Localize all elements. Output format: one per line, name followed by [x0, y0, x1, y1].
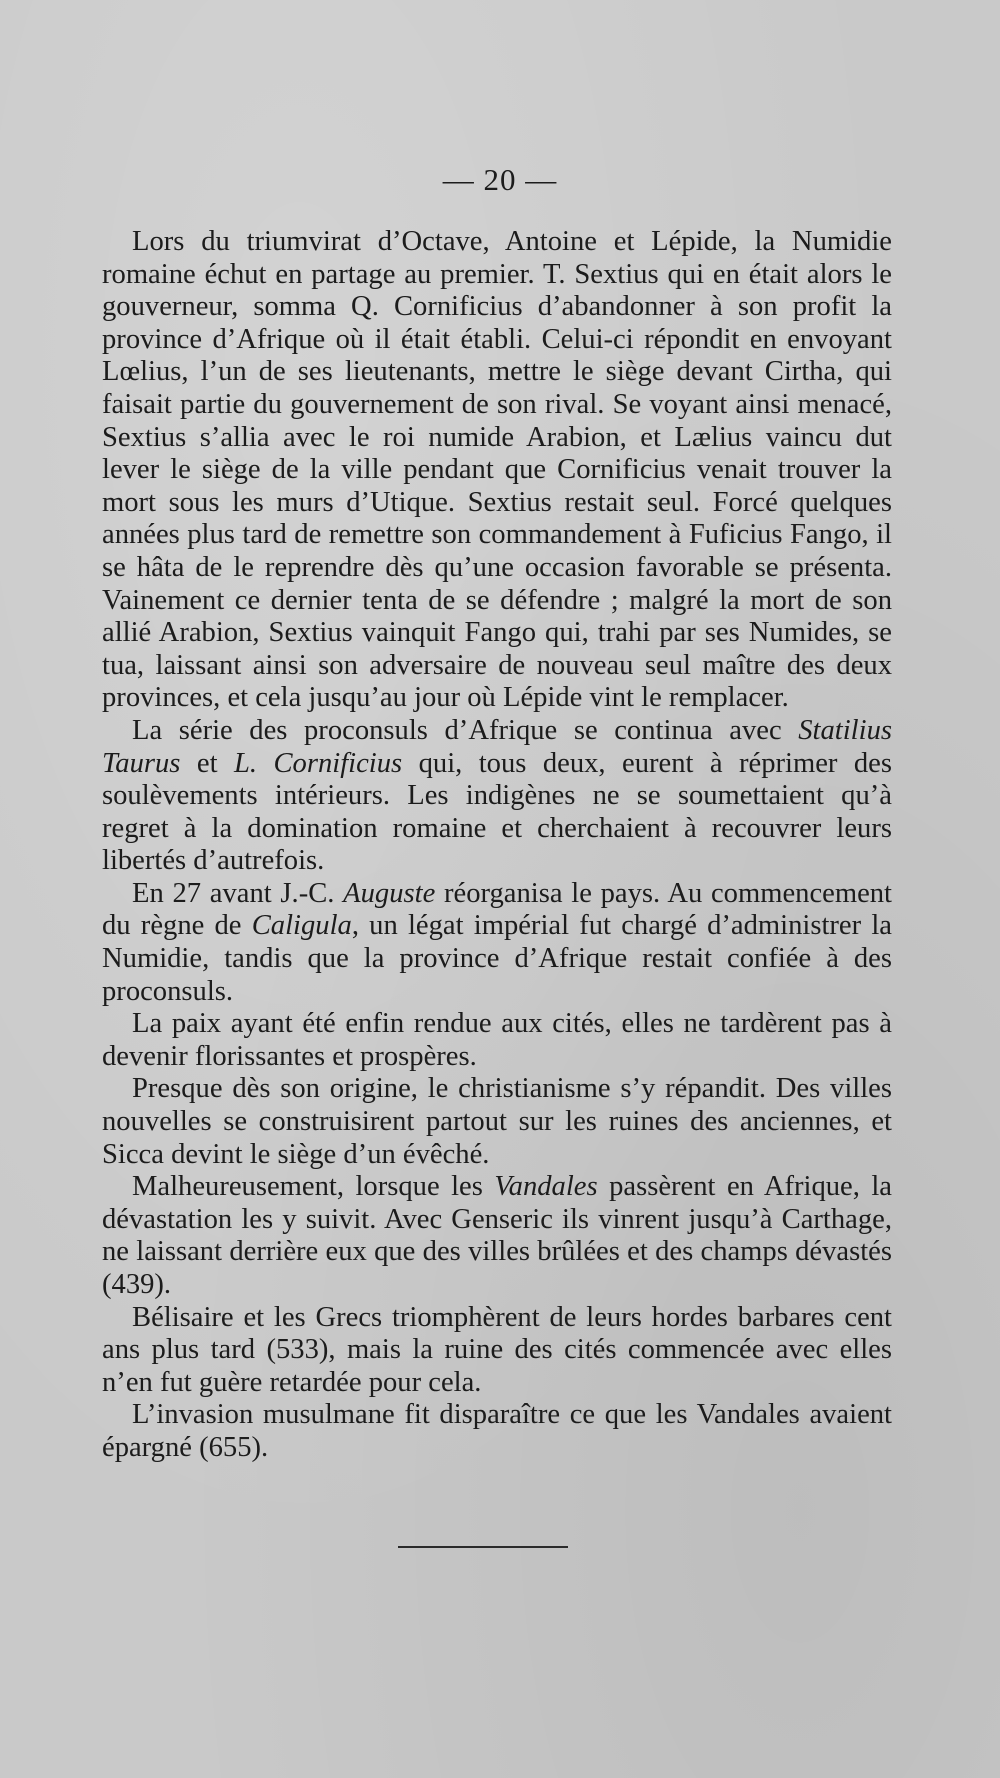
paragraph	[102, 226, 892, 715]
text-run: La série des proconsuls d’Afrique se continua avec	[132, 714, 799, 746]
paragraph	[102, 1302, 892, 1400]
text-run: En 27 avant J.-C.	[132, 877, 344, 909]
text-run: réorganisa le pays. Au commencement du règne de	[102, 877, 892, 942]
page-number: — 20 —	[442, 162, 558, 197]
text-run: Presque dès son origine, le christianisme s’y répandit. Des villes nouvelles se construisirent partout sur les ruines des anciennes, et Sicca devint le siège d’un évêché.	[102, 1073, 892, 1170]
paragraph	[102, 715, 892, 878]
text-run: L’invasion musulmane fit disparaître ce que les Vandales avaient épargné (655).	[102, 1399, 892, 1463]
body-text	[102, 226, 892, 1465]
text-run: Lors du triumvirat d’Octave, Antoine et Lépide, la Numidie romaine échut en partage au premier. T. Sextius qui en était alors le gouverneur, somma Q. Cornificius d’abandonner à son profit la province d’Afrique où il était établi. Celui-ci répondit en envoyant Lœlius, l’un de ses lieutenants, mettre le siège devant Cirtha, qui faisait partie du gouvernement de son rival. Se voyant ainsi menacé, Sextius s’allia avec le roi numide Arabion, et Lælius vaincu dut lever le siège de la ville pendant que Cornificius venait trouver la mort sous les murs d’Utique. Sextius restait seul. Forcé quelques années plus tard de remettre son commandement à Fuficius Fango, il se hâta de le reprendre dès qu’une occasion favorable se présenta. Vainement ce dernier tenta de se défendre ; malgré la mort de son allié Arabion, Sextius vainquit Fango qui, trahi par ses Numides, se tua, laissant ainsi son adversaire de nouveau seul maître des deux provinces, et cela jusqu’au jour où Lépide vint le remplacer.	[102, 226, 892, 714]
text-run: La paix ayant été enfin rendue aux cités, elles ne tardèrent pas à devenir florissantes et prospères.	[102, 1008, 892, 1072]
text-run: , un légat impérial fut chargé d’administrer la Numidie, tandis que la province d’Afrique restait confiée à des proconsuls.	[102, 910, 892, 1007]
paragraph	[102, 1399, 892, 1464]
paragraph	[102, 1073, 892, 1171]
italic-name: Statilius Taurus	[102, 714, 892, 779]
italic-name: Auguste	[343, 877, 436, 909]
italic-name: Vandales	[494, 1171, 598, 1203]
italic-name: L. Cornificius	[233, 747, 403, 779]
text-run: passèrent en Afrique, la dévastation les y suivit. Avec Genseric ils vinrent jusqu’à Carthage, ne laissant derrière eux que des villes brûlées et des champs dévastés (439).	[102, 1171, 892, 1300]
text-run: Bélisaire et les Grecs triomphèrent de leurs hordes barbares cent ans plus tard (533), mais la ruine des cités commencée avec elles n’en fut guère retardée pour cela.	[102, 1301, 892, 1398]
text-run: et	[180, 747, 234, 779]
paragraph	[102, 878, 892, 1008]
italic-name: Caligula	[251, 910, 352, 942]
paragraph	[102, 1171, 892, 1301]
text-run: qui, tous deux, eurent à réprimer des soulèvements intérieurs. Les indigènes ne se soumettaient qu’à regret à la domination romaine et cherchaient à recouvrer leurs libertés d’autrefois.	[102, 747, 893, 877]
end-rule	[398, 1546, 568, 1548]
paragraph	[102, 1008, 892, 1073]
text-run: Malheureusement, lorsque les	[132, 1171, 495, 1203]
